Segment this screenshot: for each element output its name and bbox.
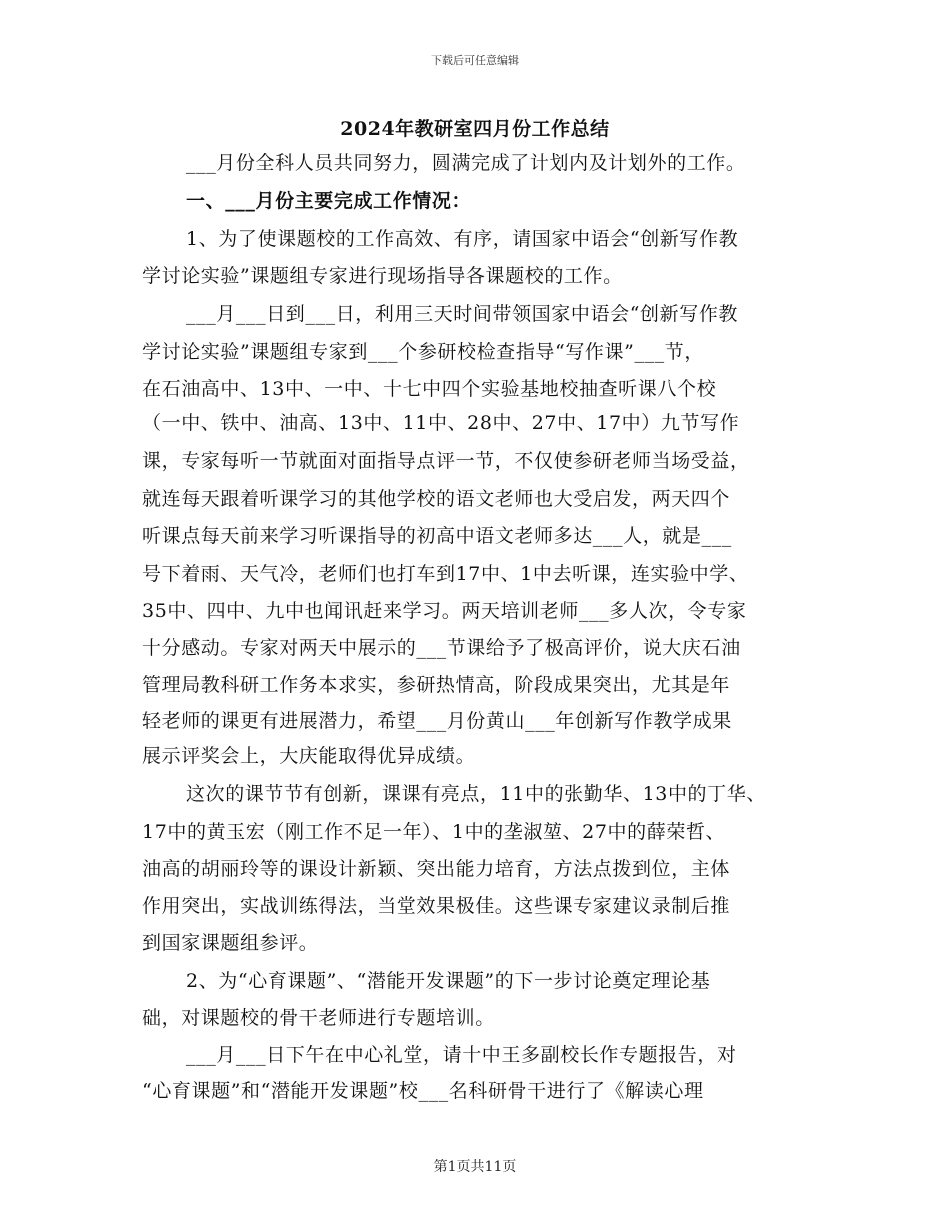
body-line: 到国家课题组参评。 (142, 932, 319, 954)
body-line: （一中、铁中、油高、13中、11中、28中、27中、17中）九节写作 (142, 412, 740, 434)
body-line: 十分感动。专家对两天中展示的___节课给予了极高评价，说大庆石油 (142, 637, 741, 659)
document-title: 2024年教研室四月份工作总结 (340, 118, 610, 140)
body-line: 油高的胡丽玲等的课设计新颖、突出能力培育，方法点拨到位，主体 (142, 858, 731, 880)
body-line: “心育课题”和“潜能开发课题”校___名科研骨干进行了《解读心理 (142, 1080, 704, 1102)
body-line: 作用突出，实战训练得法，当堂效果极佳。这些课专家建议录制后推 (142, 895, 731, 917)
section-heading: 一、___月份主要完成工作情况： (186, 190, 472, 212)
body-line: 就连每天跟着听课学习的其他学校的语文老师也大受启发，两天四个 (142, 488, 731, 510)
body-line: 轻老师的课更有进展潜力，希望___月份黄山___年创新写作教学成果 (142, 710, 732, 732)
body-line: 35中、四中、九中也闻讯赶来学习。两天培训老师___多人次，令专家 (142, 600, 747, 622)
body-line: 这次的课节节有创新，课课有亮点，11中的张勤华、13中的丁华、 (186, 783, 766, 805)
body-line: ___月___日到___日，利用三天时间带领国家中语会“创新写作教 (186, 303, 739, 325)
body-line: 号下着雨、天气冷，老师们也打车到17中、1中去听课，连实验中学、 (142, 563, 749, 585)
body-line: ___月___日下午在中心礼堂，请十中王多副校长作专题报告，对 (186, 1044, 737, 1066)
body-line: 学讨论实验”课题组专家进行现场指导各课题校的工作。 (142, 265, 623, 287)
body-line: 1、为了使课题校的工作高效、有序，请国家中语会“创新写作教 (186, 228, 739, 250)
header-note: 下载后可任意编辑 (431, 54, 519, 67)
body-line: 础，对课题校的骨干老师进行专题培训。 (142, 1007, 495, 1029)
body-line: 课，专家每听一节就面对面指导点评一节，不仅使参研老师当场受益， (142, 450, 750, 472)
body-line: 管理局教科研工作务本求实，参研热情高，阶段成果突出，尤其是年 (142, 674, 731, 696)
body-line: 17中的黄玉宏（刚工作不足一年）、1中的垄淑堃、27中的薛荣哲、 (142, 821, 726, 843)
body-line: 学讨论实验”课题组专家到___个参研校检查指导“写作课”___节， (142, 341, 704, 363)
body-line: 2、为“心育课题”、“潜能开发课题”的下一步讨论奠定理论基 (186, 970, 711, 992)
page-number: 第1页共11页 (433, 1159, 517, 1175)
body-line: 听课点每天前来学习听课指导的初高中语文老师多达___人，就是___ (142, 525, 732, 547)
body-line: ___月份全科人员共同努力，圆满完成了计划内及计划外的工作。 (186, 152, 746, 174)
body-line: 在石油高中、13中、一中、十七中四个实验基地校抽查听课八个校 (142, 378, 717, 400)
body-line: 展示评奖会上，大庆能取得优异成绩。 (142, 745, 476, 767)
